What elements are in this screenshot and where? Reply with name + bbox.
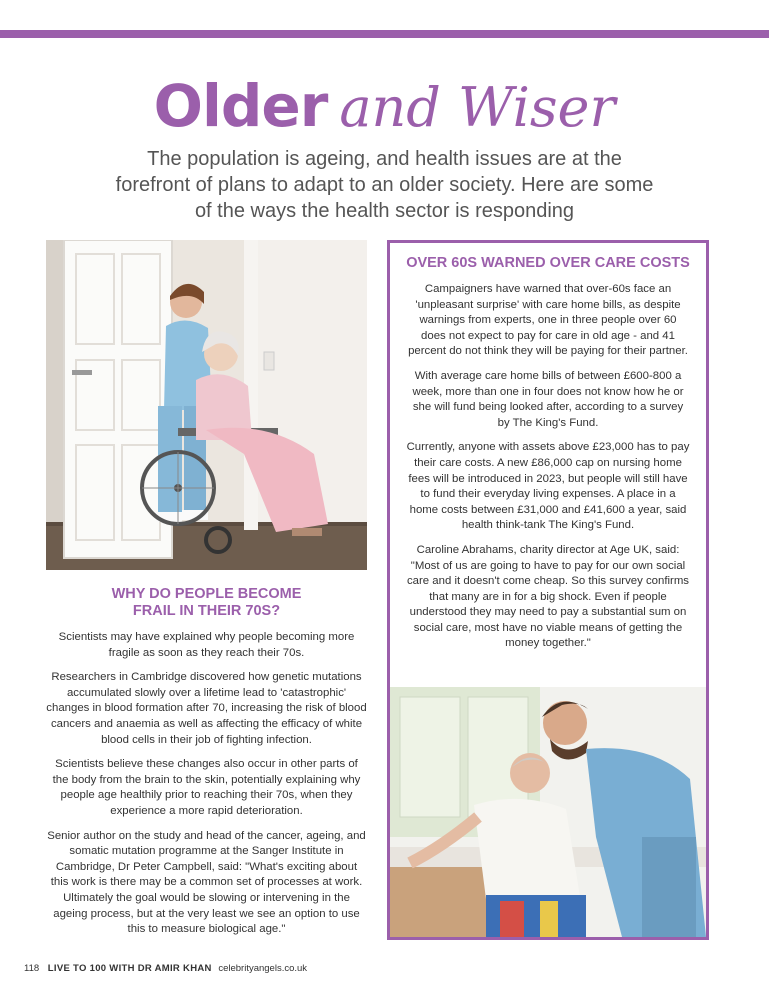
right-article-heading: OVER 60S WARNED OVER CARE COSTS [406, 255, 690, 271]
top-accent-rule [0, 30, 769, 38]
left-article [46, 586, 367, 947]
page-footer [24, 963, 307, 974]
right-paragraph: Campaigners have warned that over-60s face an 'unpleasant surprise' with care home bills, as despite warnings from experts, one in three people over 60 does not expect to pay for care in old age - and 41 percent do not think they will be paying for their partner. [408, 283, 688, 358]
photo-nurse-wheelchair [46, 240, 367, 570]
title-bold-word: Older [153, 72, 328, 140]
left-paragraph: Scientists believe these changes also occur in other parts of the body from the brain to the skin, potentially explaining why people age healthily prior to reaching their 70s, when they experience a more rapid deterioration. [52, 758, 361, 817]
page-title [0, 72, 769, 140]
intro-standfirst: The population is ageing, and health issues are at the forefront of plans to adapt to an older society. Here are some of the ways the health sector is responding [115, 148, 654, 222]
right-paragraph: Currently, anyone with assets above £23,000 has to pay their care costs. A new £86,000 cap on nursing home fees will be introduced in 2023, but people will still have to fund their everyday living expenses. A place in a home costs between £31,000 and £41,600 a year, said health think-tank The King's Fund. [406, 441, 690, 532]
left-heading-line-2: FRAIL IN THEIR 70S? [132, 603, 281, 619]
website-url: celebrityangels.co.uk [218, 963, 308, 974]
right-paragraph: With average care home bills of between £600-800 a week, more than one in four does not know how he or she will fund being looked after, according to a survey by The King's Fund. [412, 369, 684, 429]
publication-title: LIVE TO 100 WITH DR AMIR KHAN [47, 963, 212, 974]
left-paragraph: Researchers in Cambridge discovered how genetic mutations accumulated slowly over a lifetime lead to 'catastrophic' changes in blood formation after 70, increasing the risk of blood cancers and anaemia as well as affecting the efficacy of white blood cells in their job of fighting infection. [46, 671, 367, 746]
right-paragraph: Caroline Abrahams, charity director at Age UK, said: "Most of us are going to have to pay for our own social care and it doesn't come cheap. So this survey confirms that many are in for a big shock. Even if people understood they may need to pay a substantial sum on social care, most have no viable means of getting the money together." [406, 543, 689, 650]
title-script-words: and Wiser [339, 76, 616, 139]
left-paragraph: Senior author on the study and head of the cancer, ageing, and somatic mutation programme at the Sanger Institute in Cambridge, Dr Peter Campbell, said: "What's exciting about this work is there may be a common set of processes at work. Ultimately the goal would be slowing or intervening in the ageing process, but at the very least we see an option to use this to measure biological age." [47, 829, 366, 936]
care-costs-boxout [387, 240, 709, 940]
left-article-heading [46, 586, 367, 620]
right-article-copy [390, 282, 706, 652]
left-paragraph: Scientists may have explained why people becoming more fragile as soon as they reach their 70s. [58, 631, 355, 659]
left-heading-line-1: WHY DO PEOPLE BECOME [111, 586, 302, 602]
page-number: 118 [24, 963, 40, 974]
photo-carer-helping-man [390, 687, 706, 937]
